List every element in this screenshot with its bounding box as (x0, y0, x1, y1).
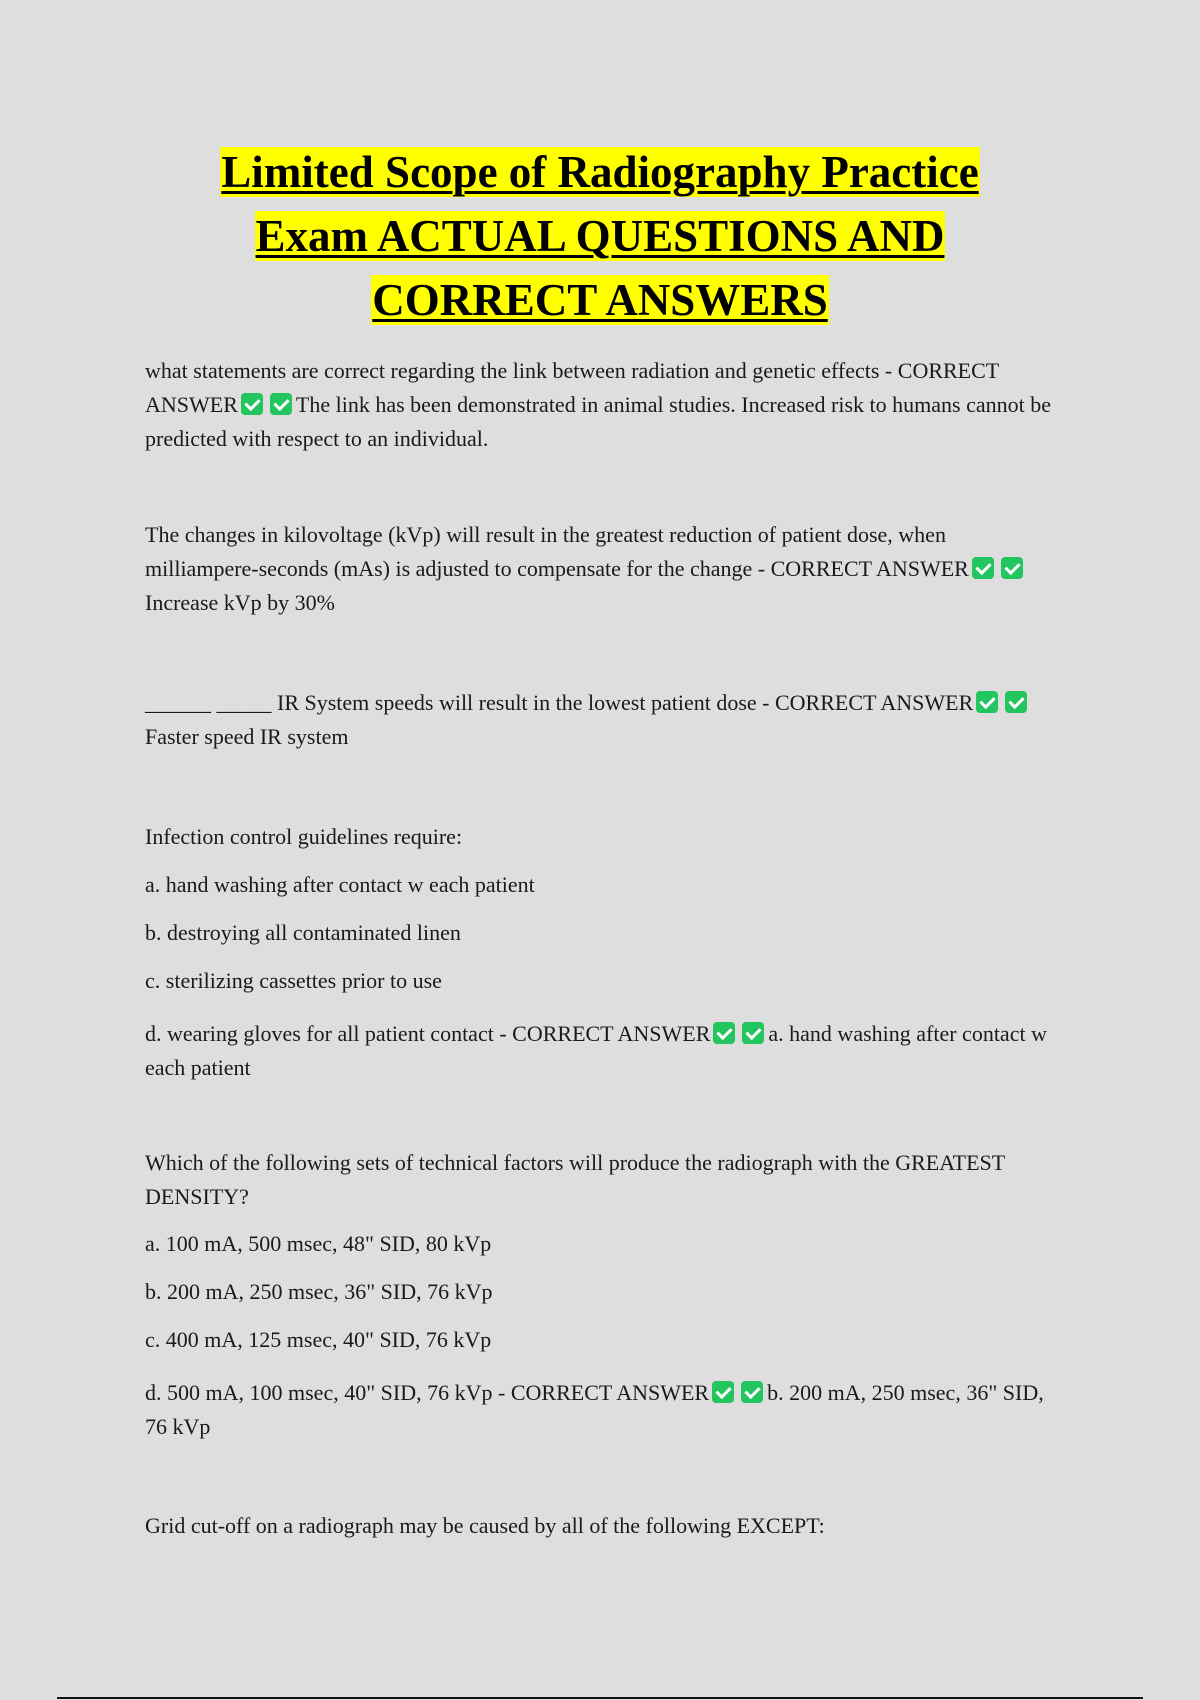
check-mark-icon (976, 691, 998, 713)
question-6-prompt: Grid cut-off on a radiograph may be caused by all of the following EXCEPT: (145, 1513, 825, 1538)
question-5-answer: b. 200 mA, 250 msec, 36" SID, 76 kVp (145, 1380, 1044, 1439)
question-5-option-b: b. 200 mA, 250 msec, 36" SID, 76 kVp (145, 1279, 493, 1304)
question-4-option-d-text: d. wearing gloves for all patient contact - (145, 1021, 507, 1046)
title-line-2: Exam ACTUAL QUESTIONS AND (255, 211, 945, 261)
question-4-option-d (145, 1017, 1065, 1085)
question-3-answer: Faster speed IR system (145, 724, 349, 749)
question-2-prompt: The changes in kilovoltage (kVp) will result in the greatest reduction of patient dose, when milliampere-seconds (mAs) is adjusted to compensate for the change - (145, 522, 946, 581)
check-mark-icon (241, 393, 263, 415)
check-mark-icon (1005, 691, 1027, 713)
check-mark-icon (713, 1022, 735, 1044)
correct-answer-label: CORRECT ANSWER (145, 358, 999, 417)
correct-answer-label: CORRECT ANSWER (510, 1380, 710, 1405)
question-5-option-c: c. 400 mA, 125 msec, 40" SID, 76 kVp (145, 1327, 492, 1352)
check-mark-icon (1001, 557, 1023, 579)
document-title (130, 140, 1070, 332)
question-4-option-b: b. destroying all contaminated linen (145, 920, 461, 945)
question-4-prompt: Infection control guidelines require: (145, 824, 463, 849)
question-2-answer: Increase kVp by 30% (145, 590, 335, 615)
correct-answer-label: CORRECT ANSWER (770, 556, 969, 581)
check-mark-icon (270, 393, 292, 415)
title-line-1: Limited Scope of Radiography Practice (221, 147, 979, 197)
check-mark-icon (742, 1022, 764, 1044)
correct-answer-label: CORRECT ANSWER (775, 690, 974, 715)
check-mark-icon (972, 557, 994, 579)
question-1-answer: The link has been demonstrated in animal studies. Increased risk to humans cannot be predicted with respect to an individual. (145, 392, 1052, 451)
title-line-3: CORRECT ANSWERS (372, 275, 828, 325)
question-3-prompt: ______ _____ IR System speeds will result in the lowest patient dose - (145, 690, 770, 715)
check-mark-icon (712, 1381, 734, 1403)
question-5-option-d (145, 1376, 1065, 1444)
question-4-option-c: c. sterilizing cassettes prior to use (145, 968, 442, 993)
question-5-option-d-text: d. 500 mA, 100 msec, 40" SID, 76 kVp - (145, 1380, 506, 1405)
question-4-option-a: a. hand washing after contact w each patient (145, 872, 535, 897)
question-1 (145, 354, 1065, 456)
question-5-prompt: Which of the following sets of technical factors will produce the radiograph with the GREATEST DENSITY? (145, 1150, 1005, 1209)
question-3 (145, 686, 1065, 754)
correct-answer-label: CORRECT ANSWER (512, 1021, 711, 1046)
check-mark-icon (741, 1381, 763, 1403)
footer-rule (57, 1697, 1143, 1699)
question-1-prompt: what statements are correct regarding the link between radiation and genetic effects - (145, 358, 893, 383)
question-2 (145, 518, 1065, 620)
question-4-answer: a. hand washing after contact w each patient (145, 1021, 1047, 1080)
question-5-option-a: a. 100 mA, 500 msec, 48" SID, 80 kVp (145, 1231, 492, 1256)
